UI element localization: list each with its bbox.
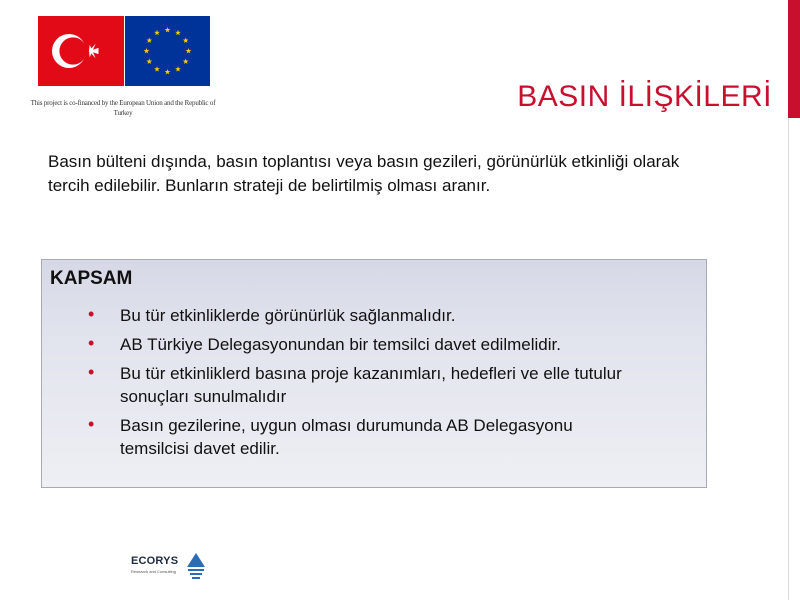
turkey-flag-icon (38, 16, 124, 86)
scope-heading: KAPSAM (50, 268, 133, 289)
ecorys-triangle-icon (186, 551, 206, 581)
scope-box (41, 259, 707, 488)
bullet-icon: • (88, 414, 95, 434)
right-accent-line (788, 118, 789, 600)
list-item-text: AB Türkiye Delegasyonundan bir temsilci davet edilmelidir. (120, 335, 561, 354)
list-item-text: Bu tür etkinliklerd basına proje kazanımları, hedefleri ve elle tutulur sonuçları sunulmalıdır (120, 364, 622, 406)
ecorys-logo-subtitle: Research and Consulting (131, 569, 176, 574)
right-accent-bar (788, 0, 800, 600)
list-item-text: Bu tür etkinliklerde görünürlük sağlanmalıdır. (120, 306, 456, 325)
bullet-icon: • (88, 333, 95, 353)
cofinanced-note: This project is co-financed by the European Union and the Republic of Turkey (30, 99, 216, 117)
list-item (42, 414, 642, 460)
intro-paragraph: Basın bülteni dışında, basın toplantısı veya basın gezileri, görünürlük etkinliği olarak tercih edilebilir. Bunların strateji de belirtilmiş olması aranır. (48, 152, 680, 195)
ecorys-logo (131, 551, 211, 581)
bullet-icon: • (88, 304, 95, 324)
page-title: BASIN İLİŞKİLERİ (517, 80, 772, 113)
bullet-icon: • (88, 362, 95, 382)
ecorys-logo-name: ECORYS (131, 555, 179, 567)
eu-flag-icon (125, 16, 210, 86)
list-item (42, 304, 642, 327)
list-item-text: Basın gezilerine, uygun olması durumunda AB Delegasyonu temsilcisi davet edilir. (120, 416, 573, 458)
right-accent-red (788, 0, 800, 118)
list-item (42, 333, 642, 356)
scope-list (42, 304, 642, 466)
list-item (42, 362, 642, 408)
